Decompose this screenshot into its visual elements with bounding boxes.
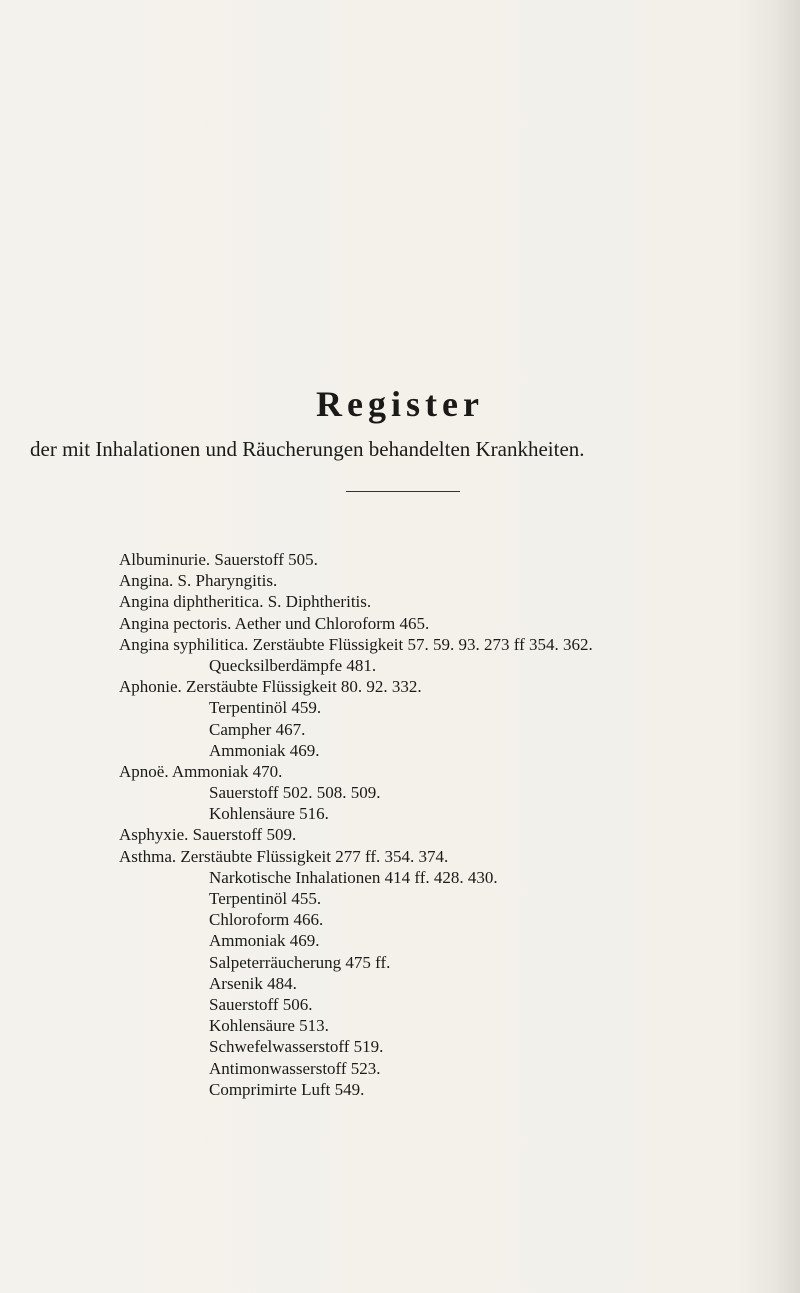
entry-line: Angina diphtheritica. S. Diphtheritis. — [119, 592, 372, 612]
entry-continuation: Terpentinöl 459. — [209, 698, 322, 718]
entry-line: Aphonie. Zerstäubte Flüssigkeit 80. 92. 332. — [119, 677, 422, 697]
entry-line: Apnoë. Ammoniak 470. — [119, 761, 283, 781]
page-title: Register — [316, 384, 484, 424]
entry-continuation: Chloroform 466. — [209, 910, 324, 930]
entry-continuation: Sauerstoff 502. 508. 509. — [209, 783, 381, 803]
entry-continuation: Terpentinöl 455. — [209, 889, 322, 908]
entry-continuation: Kohlensäure 516. — [209, 804, 329, 824]
entry-continuation: Ammoniak 469. — [209, 931, 320, 951]
entry-continuation: Antimonwasserstoff 523. — [209, 1058, 381, 1078]
entry-continuation: Schwefelwasserstoff 519. — [209, 1037, 384, 1057]
entry-continuation: Sauerstoff 506. — [209, 994, 313, 1014]
entry-continuation: Campher 467. — [209, 719, 306, 739]
entry-continuation: Kohlensäure 513. — [209, 1016, 329, 1036]
entry-continuation: Ammoniak 469. — [209, 740, 320, 760]
entry-continuation: Narkotische Inhalationen 414 ff. 428. 430. — [209, 867, 498, 887]
page-subtitle: der mit Inhalationen und Räucherungen behandelten Krankheiten. — [30, 437, 585, 461]
entry-continuation: Quecksilberdämpfe 481. — [209, 655, 377, 675]
entry-continuation: Arsenik 484. — [209, 973, 297, 993]
entry-line: Asthma. Zerstäubte Flüssigkeit 277 ff. 354. 374. — [119, 846, 449, 866]
divider-rule — [346, 491, 460, 492]
entry-continuation: Comprimirte Luft 549. — [209, 1079, 365, 1099]
entry-line: Angina pectoris. Aether und Chloroform 465. — [119, 613, 430, 633]
register-entries — [119, 549, 779, 1100]
entry-line: Asphyxie. Sauerstoff 509. — [119, 825, 297, 845]
entry-line: Angina. S. Pharyngitis. — [119, 571, 278, 591]
entry-line: Angina syphilitica. Zerstäubte Flüssigkeit 57. 59. 93. 273 ff 354. 362. — [119, 634, 593, 654]
entry-line: Albuminurie. Sauerstoff 505. — [119, 550, 318, 569]
entry-continuation: Salpeterräucherung 475 ff. — [209, 952, 391, 972]
